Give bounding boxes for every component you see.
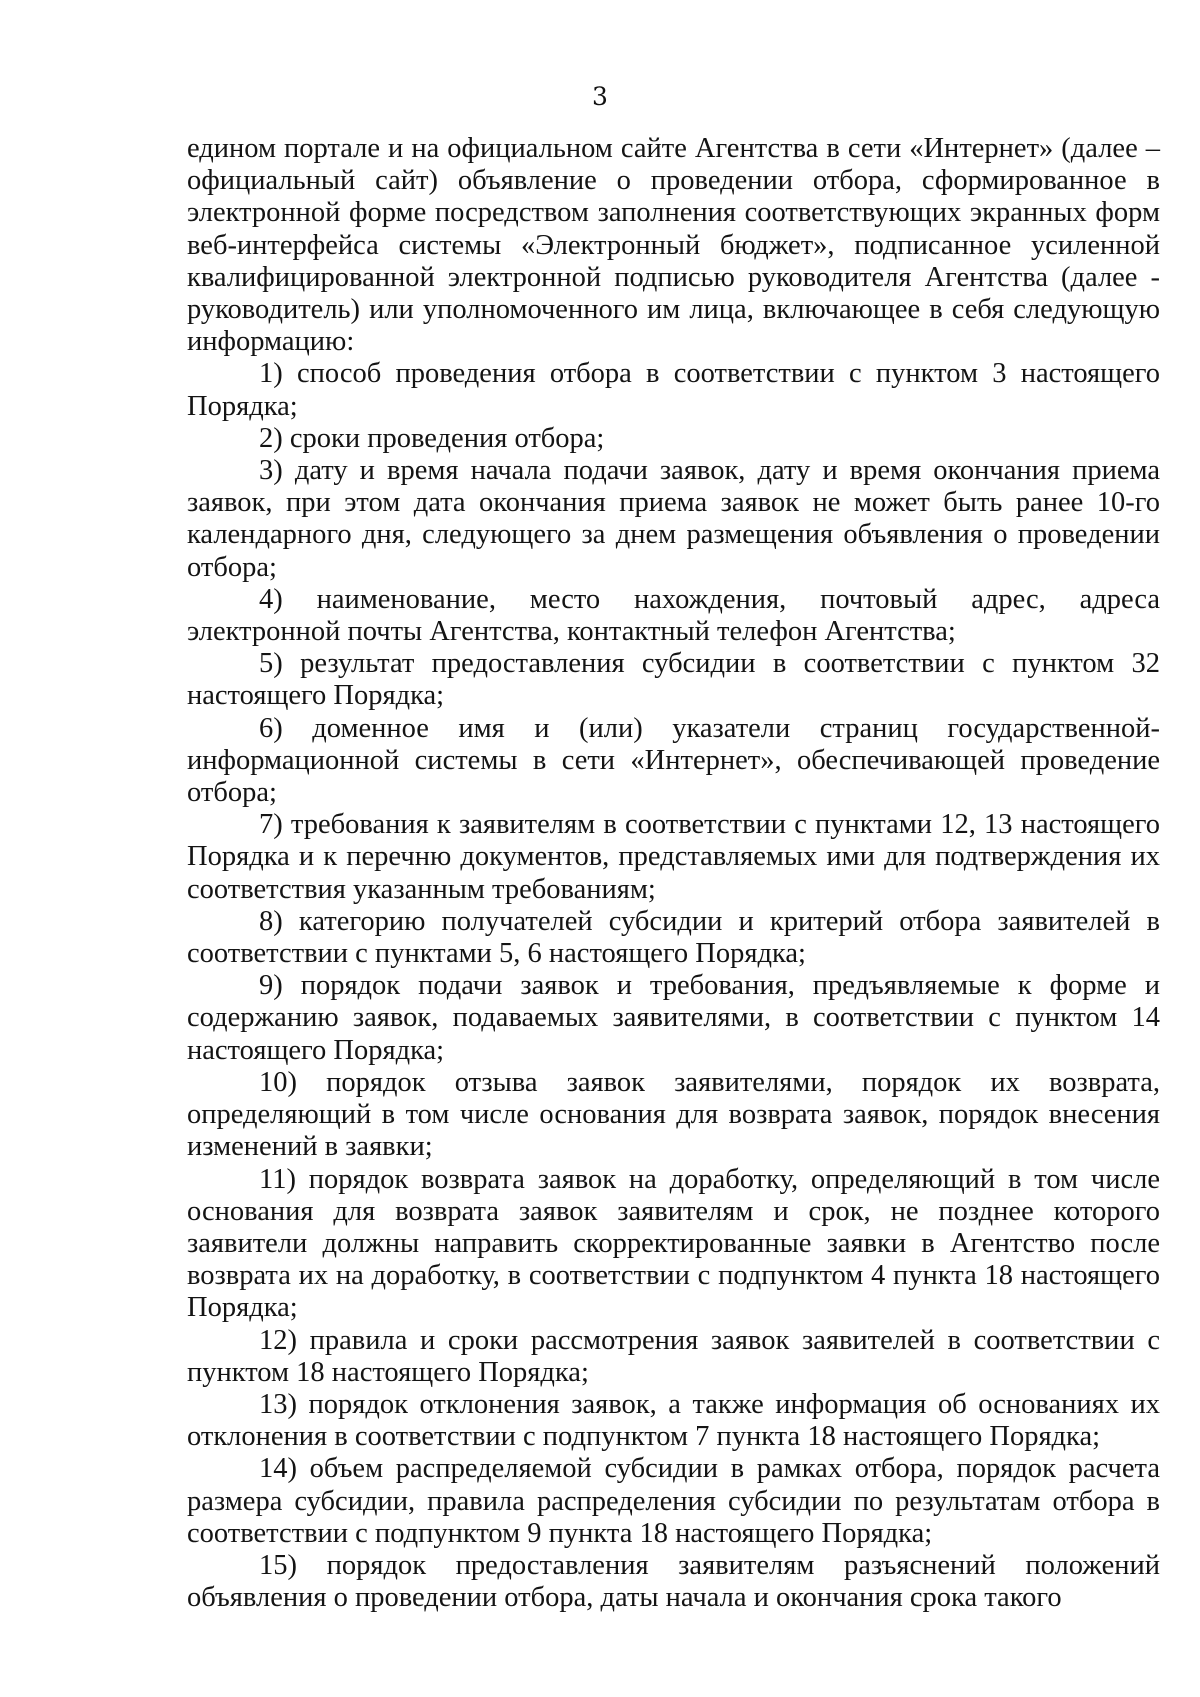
list-item: 8) категорию получателей субсидии и критерий отбора заявителей в соответствии с пунктами 5, 6 настоящего Порядка; xyxy=(187,905,1160,970)
list-item: 4) наименование, место нахождения, почтовый адрес, адреса электронной почты Агентства, контактный телефон Агентства; xyxy=(187,583,1160,648)
list-item: 14) объем распределяемой субсидии в рамках отбора, порядок расчета размера субсидии, правила распределения субсидии по результатам отбора в соответствии с подпунктом 9 пункта 18 настоящего Порядка; xyxy=(187,1453,1160,1549)
list-item: 3) дату и время начала подачи заявок, дату и время окончания приема заявок, при этом дата окончания приема заявок не может быть ранее 10-го календарного дня, следующего за днем размещения объявления о проведении отбора; xyxy=(187,455,1160,583)
list-item: 12) правила и сроки рассмотрения заявок заявителей в соответствии с пунктом 18 настоящего Порядка; xyxy=(187,1324,1160,1388)
page-number: 3 xyxy=(592,82,608,111)
intro-paragraph: едином портале и на официальном сайте Агентства в сети «Интернет» (далее – официальный сайт) объявление о проведении отбора, сформированное в электронной форме посредством заполнения соответствующих экранных форм веб-интерфейса системы «Электронный бюджет», подписанное усиленной квалифицированной электронной подписью руководителя Агентства (далее - руководитель) или уполномоченного им лица, включающее в себя следующую информацию: xyxy=(187,133,1160,358)
document-body xyxy=(187,133,1160,1614)
list-item: 5) результат предоставления субсидии в соответствии с пунктом 32 настоящего Порядка; xyxy=(187,648,1160,712)
list-item: 7) требования к заявителям в соответствии с пунктами 12, 13 настоящего Порядка и к перечню документов, представляемых ими для подтверждения их соответствия указанным требованиям; xyxy=(187,809,1160,905)
list-item: 9) порядок подачи заявок и требования, предъявляемые к форме и содержанию заявок, подаваемых заявителями, в соответствии с пунктом 14 настоящего Порядка; xyxy=(187,970,1160,1066)
list-item: 13) порядок отклонения заявок, а также информация об основаниях их отклонения в соответствии с подпунктом 7 пункта 18 настоящего Порядка; xyxy=(187,1388,1160,1453)
list-item: 1) способ проведения отбора в соответствии с пунктом 3 настоящего Порядка; xyxy=(187,358,1160,422)
list-item: 11) порядок возврата заявок на доработку, определяющий в том числе основания для возврата заявок заявителям и срок, не позднее которого заявители должны направить скорректированные заявки в Агентство после возврата их на доработку, в соответствии с подпунктом 4 пункта 18 настоящего Порядка; xyxy=(187,1163,1160,1324)
list-item: 2) сроки проведения отбора; xyxy=(259,422,605,454)
list-item: 10) порядок отзыва заявок заявителями, порядок их возврата, определяющий в том числе основания для возврата заявок, порядок внесения изменений в заявки; xyxy=(187,1066,1160,1163)
list-item: 6) доменное имя и (или) указатели страниц государственной-информационной системы в сети «Интернет», обеспечивающей проведение отбора; xyxy=(187,712,1160,809)
list-item: 15) порядок предоставления заявителям разъяснений положений объявления о проведении отбора, даты начала и окончания срока такого xyxy=(187,1549,1160,1614)
